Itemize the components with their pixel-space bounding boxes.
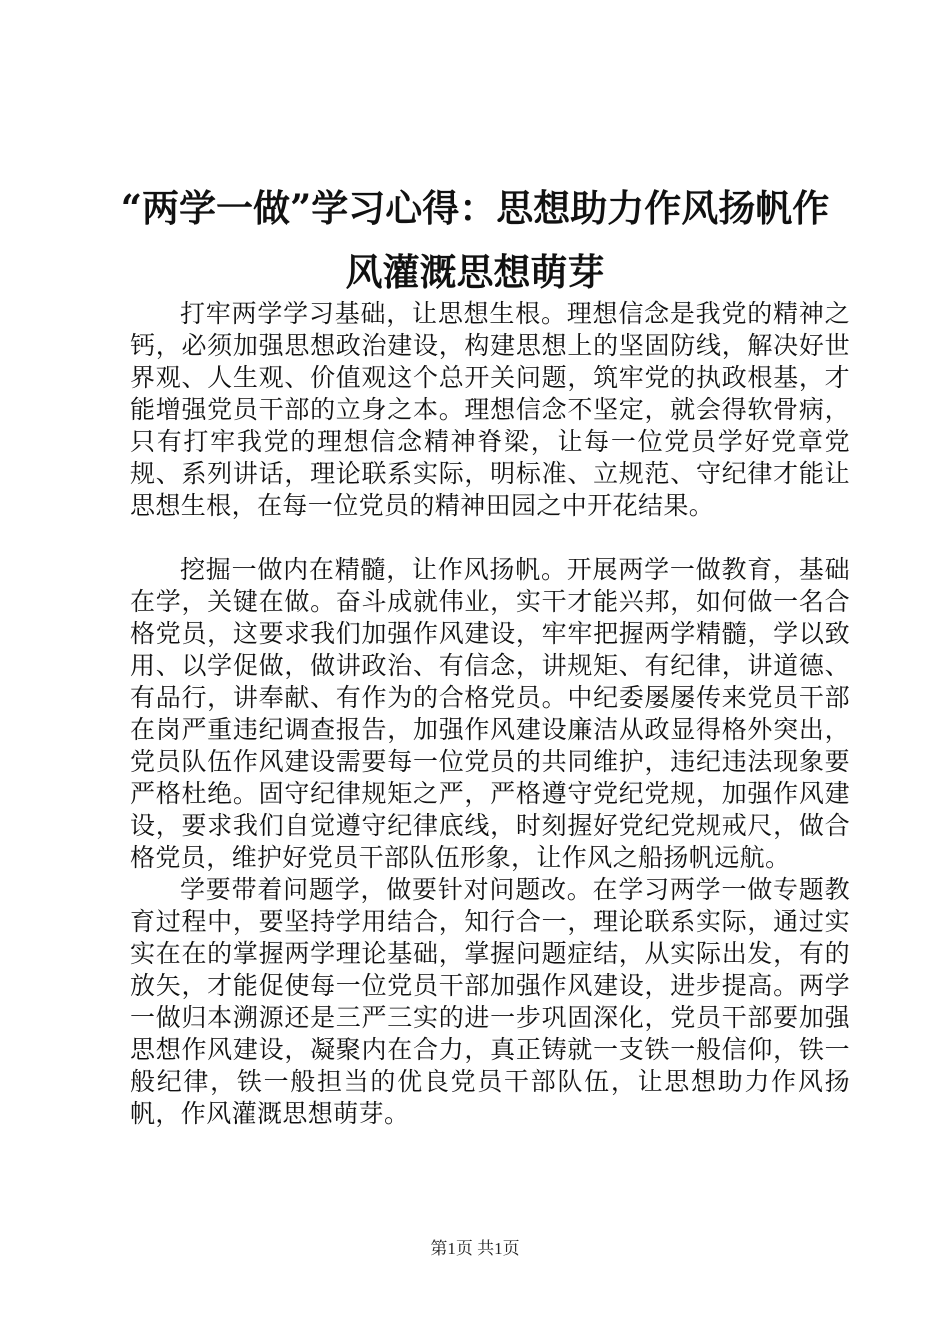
paragraph-2: 挖掘一做内在精髓，让作风扬帆。开展两学一做教育，基础在学，关键在做。奋斗成就伟业，实干才能兴邦，如何做一名合格党员，这要求我们加强作风建设，牢牢把握两学精髓，学以致用、以学促做，做讲政治、有信念，讲规矩、有纪律，讲道德、有品行，讲奉献、有作为的合格党员。中纪委屡屡传来党员干部在岗严重违纪调查报告，加强作风建设廉洁从政显得格外突出，党员队伍作风建设需要每一位党员的共同维护，违纪违法现象要严格杜绝。固守纪律规矩之严，严格遵守党纪党规，加强作风建设，要求我们自觉遵守纪律底线，时刻握好党纪党规戒尺，做合格党员，维护好党员干部队伍形象，让作风之船扬帆远航。 — [130, 555, 850, 872]
page-number-footer: 第1页 共1页 — [430, 1239, 520, 1258]
document-body — [130, 298, 850, 1130]
paragraph-1: 打牢两学学习基础，让思想生根。理想信念是我党的精神之钙，必须加强思想政治建设，构建思想上的坚固防线，解决好世界观、人生观、价值观这个总开关问题，筑牢党的执政根基，才能增强党员干部的立身之本。理想信念不坚定，就会得软骨病，只有打牢我党的理想信念精神脊梁，让每一位党员学好党章党规、系列讲话，理论联系实际，明标准、立规范、守纪律才能让思想生根，在每一位党员的精神田园之中开花结果。 — [130, 299, 850, 520]
paragraph-gap — [130, 522, 850, 554]
document-title-line-2: 风灌溉思想萌芽 — [345, 250, 605, 294]
document-title-line-1: “两学一做”学习心得：思想助力作风扬帆作 — [120, 186, 830, 230]
paragraph-3: 学要带着问题学，做要针对问题改。在学习两学一做专题教育过程中，要坚持学用结合，知行合一，理论联系实际，通过实实在在的掌握两学理论基础，掌握问题症结，从实际出发，有的放矢，才能促使每一位党员干部加强作风建设，进步提高。两学一做归本溯源还是三严三实的进一步巩固深化，党员干部要加强思想作风建设，凝聚内在合力，真正铸就一支铁一般信仰，铁一般纪律，铁一般担当的优良党员干部队伍，让思想助力作风扬帆，作风灌溉思想萌芽。 — [130, 875, 850, 1128]
